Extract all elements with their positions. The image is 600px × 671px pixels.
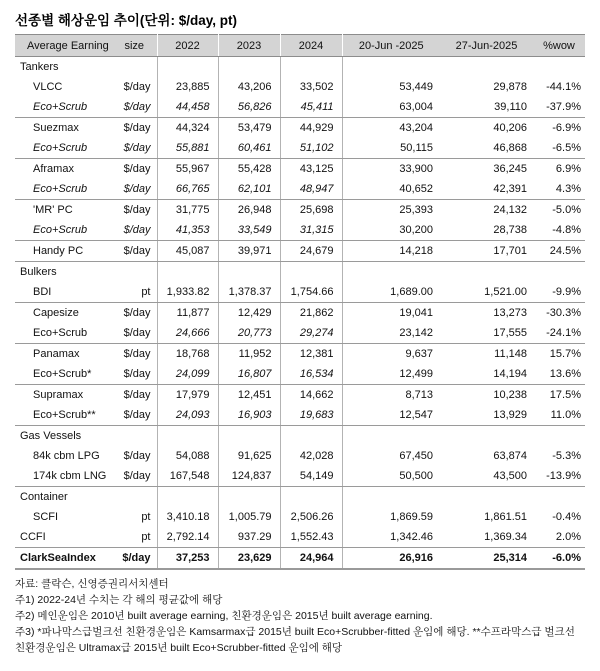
value-2024: 14,662 xyxy=(280,385,342,406)
value-27-jun-2025: 10,238 xyxy=(493,389,527,401)
header-row xyxy=(15,35,585,57)
value-2023: 20,773 xyxy=(218,323,280,344)
empty-cell xyxy=(533,57,585,78)
row-label: Eco+Scrub xyxy=(15,179,112,200)
section-label: Container xyxy=(20,491,68,503)
value-20-jun-2025: 43,204 xyxy=(399,122,433,134)
value-2024: 12,381 xyxy=(280,344,342,365)
value-2023: 937.29 xyxy=(218,527,280,548)
empty-cell xyxy=(533,426,585,447)
value-2022: 2,792.14 xyxy=(157,527,218,548)
value-2022: 3,410.18 xyxy=(157,507,218,527)
row-label: Eco+Scrub xyxy=(15,138,112,159)
value-2022: 24,093 xyxy=(157,405,218,426)
row-label: Eco+Scrub* xyxy=(15,364,112,385)
row-label: VLCC xyxy=(33,81,63,93)
header-2024: 2024 xyxy=(280,35,342,57)
value-2022: 44,324 xyxy=(157,118,218,139)
table-row xyxy=(15,527,585,548)
value-20-jun-2025: 26,916 xyxy=(342,548,440,570)
empty-cell xyxy=(157,426,218,447)
value-2022: 41,353 xyxy=(157,220,218,241)
value-2024: 24,964 xyxy=(280,548,342,570)
header-size: size xyxy=(112,35,157,57)
value-2024: 48,947 xyxy=(280,179,342,200)
value-20-jun-2025: 1,689.00 xyxy=(342,282,440,303)
value-20-jun-2025: 30,200 xyxy=(342,220,440,241)
header-20-jun-2025: 20-Jun -2025 xyxy=(342,35,440,57)
empty-cell xyxy=(157,262,218,283)
value-2022: 167,548 xyxy=(157,466,218,487)
empty-cell xyxy=(342,487,440,508)
table-row xyxy=(15,138,585,159)
value-27-jun-2025: 1,369.34 xyxy=(440,527,533,548)
value-2023: 124,837 xyxy=(218,466,280,487)
section-label: Tankers xyxy=(20,61,59,73)
row-label: Panamax xyxy=(33,348,80,360)
empty-cell xyxy=(280,487,342,508)
empty-cell xyxy=(218,57,280,78)
size-unit: $/day xyxy=(112,385,157,406)
size-unit: $/day xyxy=(112,446,157,466)
value-2023: 12,429 xyxy=(218,303,280,324)
value-2024: 45,411 xyxy=(280,97,342,118)
row-label: Suezmax xyxy=(33,122,79,134)
row-label: Eco+Scrub xyxy=(15,220,112,241)
header-2022: 2022 xyxy=(157,35,218,57)
row-label: 84k cbm LPG xyxy=(33,450,100,462)
empty-cell xyxy=(157,57,218,78)
value-wow: 4.3% xyxy=(533,179,585,200)
table-row xyxy=(15,303,585,324)
table-row xyxy=(15,179,585,200)
size-unit: $/day xyxy=(112,77,157,97)
value-2023: 1,378.37 xyxy=(218,282,280,303)
table-row xyxy=(15,97,585,118)
table-row xyxy=(15,77,585,97)
value-2024: 16,534 xyxy=(280,364,342,385)
value-2023: 16,807 xyxy=(218,364,280,385)
section-row xyxy=(15,262,585,283)
row-label: Capesize xyxy=(33,307,79,319)
table-row xyxy=(15,507,585,527)
value-27-jun-2025: 29,878 xyxy=(493,81,527,93)
size-unit: $/day xyxy=(112,118,157,139)
size-unit: $/day xyxy=(112,179,157,200)
value-20-jun-2025: 12,499 xyxy=(342,364,440,385)
value-2022: 23,885 xyxy=(157,77,218,97)
section-row xyxy=(15,426,585,447)
value-wow: -4.8% xyxy=(533,220,585,241)
row-label: BDI xyxy=(15,282,112,303)
empty-cell xyxy=(280,426,342,447)
value-wow: 2.0% xyxy=(533,527,585,548)
table-row xyxy=(15,466,585,487)
value-2022: 55,881 xyxy=(157,138,218,159)
row-label: Eco+Scrub xyxy=(15,97,112,118)
value-27-jun-2025: 11,148 xyxy=(494,348,527,360)
size-unit: $/day xyxy=(112,344,157,365)
value-wow: -9.9% xyxy=(533,282,585,303)
section-label: Bulkers xyxy=(20,266,57,278)
value-2022: 66,765 xyxy=(157,179,218,200)
empty-cell xyxy=(112,57,157,78)
header-2023: 2023 xyxy=(218,35,280,57)
value-20-jun-2025: 53,449 xyxy=(399,81,433,93)
row-label: Eco+Scrub xyxy=(15,323,112,344)
value-20-jun-2025: 67,450 xyxy=(399,450,433,462)
value-2022: 17,979 xyxy=(157,385,218,406)
value-wow: -6.0% xyxy=(533,548,585,570)
size-unit: $/day xyxy=(112,200,157,221)
value-2022: 31,775 xyxy=(157,200,218,221)
value-wow: -24.1% xyxy=(533,323,585,344)
empty-cell xyxy=(280,57,342,78)
value-2022: 45,087 xyxy=(157,241,218,262)
value-wow: -6.9% xyxy=(552,122,581,134)
table-row xyxy=(15,323,585,344)
footnote-3: 주3) *파나막스급벌크선 친환경운임은 Kamsarmax급 2015년 built Eco+Scrubber-fitted 운임에 해당. **수프라막스급 벌크선 친환경운임은 Ultramax급 2015년 built Eco+Scrubber-fitted 운임에 해당 xyxy=(15,626,575,654)
value-20-jun-2025: 23,142 xyxy=(342,323,440,344)
value-20-jun-2025: 1,869.59 xyxy=(390,511,433,523)
size-unit: $/day xyxy=(112,364,157,385)
value-27-jun-2025: 1,861.51 xyxy=(484,511,527,523)
value-2024: 25,698 xyxy=(280,200,342,221)
value-2023: 23,629 xyxy=(218,548,280,570)
size-unit: pt xyxy=(112,282,157,303)
value-20-jun-2025: 50,115 xyxy=(342,138,440,159)
value-27-jun-2025: 63,874 xyxy=(493,450,527,462)
value-2022: 1,933.82 xyxy=(157,282,218,303)
empty-cell xyxy=(280,262,342,283)
value-27-jun-2025: 13,929 xyxy=(440,405,533,426)
value-wow: -6.5% xyxy=(533,138,585,159)
value-2024: 21,862 xyxy=(280,303,342,324)
value-20-jun-2025: 40,652 xyxy=(342,179,440,200)
value-20-jun-2025: 33,900 xyxy=(399,163,433,175)
value-2024: 1,754.66 xyxy=(280,282,342,303)
empty-cell xyxy=(533,487,585,508)
value-wow: -5.3% xyxy=(552,450,581,462)
size-unit: $/day xyxy=(112,303,157,324)
value-2024: 42,028 xyxy=(280,446,342,466)
empty-cell xyxy=(112,426,157,447)
section-row xyxy=(15,487,585,508)
value-2023: 11,952 xyxy=(218,344,280,365)
size-unit: $/day xyxy=(112,405,157,426)
empty-cell xyxy=(112,262,157,283)
value-27-jun-2025: 39,110 xyxy=(440,97,533,118)
value-wow: 6.9% xyxy=(555,163,581,175)
empty-cell xyxy=(218,426,280,447)
table-row xyxy=(15,118,585,139)
empty-cell xyxy=(440,487,533,508)
empty-cell xyxy=(157,487,218,508)
empty-cell xyxy=(112,487,157,508)
size-unit: $/day xyxy=(112,138,157,159)
value-27-jun-2025: 43,500 xyxy=(440,466,533,487)
size-unit: $/day xyxy=(112,220,157,241)
value-20-jun-2025: 19,041 xyxy=(399,307,433,319)
value-wow: -13.9% xyxy=(533,466,585,487)
value-2024: 2,506.26 xyxy=(280,507,342,527)
freight-rate-table xyxy=(15,34,585,570)
empty-cell xyxy=(342,262,440,283)
value-2023: 26,948 xyxy=(218,200,280,221)
value-27-jun-2025: 36,245 xyxy=(493,163,527,175)
table-row xyxy=(15,364,585,385)
value-2024: 51,102 xyxy=(280,138,342,159)
value-wow: -5.0% xyxy=(552,204,581,216)
empty-cell xyxy=(440,426,533,447)
table-row xyxy=(15,548,585,570)
empty-cell xyxy=(440,57,533,78)
table-row xyxy=(15,200,585,221)
value-27-jun-2025: 28,738 xyxy=(440,220,533,241)
table-body xyxy=(15,57,585,570)
value-2022: 54,088 xyxy=(157,446,218,466)
value-2024: 1,552.43 xyxy=(280,527,342,548)
empty-cell xyxy=(342,426,440,447)
value-27-jun-2025: 46,868 xyxy=(440,138,533,159)
table-row xyxy=(15,446,585,466)
table-row xyxy=(15,282,585,303)
row-label: ClarkSeaIndex xyxy=(15,548,112,570)
empty-cell xyxy=(342,57,440,78)
table-row xyxy=(15,405,585,426)
value-2022: 24,099 xyxy=(157,364,218,385)
value-27-jun-2025: 25,314 xyxy=(440,548,533,570)
value-wow: 24.5% xyxy=(533,241,585,262)
value-20-jun-2025: 25,393 xyxy=(399,204,433,216)
value-2023: 1,005.79 xyxy=(218,507,280,527)
value-2023: 12,451 xyxy=(218,385,280,406)
value-2024: 33,502 xyxy=(280,77,342,97)
row-label: Supramax xyxy=(33,389,84,401)
value-2023: 43,206 xyxy=(218,77,280,97)
row-label: Handy PC xyxy=(15,241,112,262)
header-27-jun-2025: 27-Jun-2025 xyxy=(440,35,533,57)
table-header xyxy=(15,35,585,57)
value-27-jun-2025: 40,206 xyxy=(493,122,527,134)
value-wow: 13.6% xyxy=(533,364,585,385)
size-unit: $/day xyxy=(112,241,157,262)
value-20-jun-2025: 8,713 xyxy=(405,389,433,401)
value-2022: 37,253 xyxy=(157,548,218,570)
value-2022: 44,458 xyxy=(157,97,218,118)
value-wow: -30.3% xyxy=(546,307,581,319)
value-wow: -0.4% xyxy=(552,511,581,523)
footnote-1: 주1) 2022-24년 수치는 각 해의 평균값에 해당 xyxy=(15,594,223,606)
footnote-source: 자료: 클락슨, 신영증권리서치센터 xyxy=(15,578,169,590)
empty-cell xyxy=(218,487,280,508)
table-row xyxy=(15,241,585,262)
row-label: SCFI xyxy=(33,511,59,523)
table-row xyxy=(15,344,585,365)
value-27-jun-2025: 17,555 xyxy=(440,323,533,344)
value-20-jun-2025: 1,342.46 xyxy=(342,527,440,548)
header-average-earning: Average Earning xyxy=(15,35,112,57)
value-2023: 56,826 xyxy=(218,97,280,118)
value-wow: 11.0% xyxy=(533,405,585,426)
value-2024: 54,149 xyxy=(280,466,342,487)
value-20-jun-2025: 9,637 xyxy=(405,348,433,360)
footnotes xyxy=(15,576,585,656)
value-20-jun-2025: 12,547 xyxy=(342,405,440,426)
footnote-2: 주2) 메인운임은 2010년 built average earning, 친환경운임은 2015년 built average earning. xyxy=(15,610,433,622)
size-unit: $/day xyxy=(112,97,157,118)
table-row xyxy=(15,385,585,406)
row-label: 174k cbm LNG xyxy=(15,466,112,487)
value-2022: 55,967 xyxy=(157,159,218,180)
value-2023: 33,549 xyxy=(218,220,280,241)
value-27-jun-2025: 17,701 xyxy=(440,241,533,262)
empty-cell xyxy=(440,262,533,283)
size-unit: pt xyxy=(112,527,157,548)
value-2023: 60,461 xyxy=(218,138,280,159)
value-2023: 39,971 xyxy=(218,241,280,262)
value-27-jun-2025: 14,194 xyxy=(440,364,533,385)
row-label: Eco+Scrub** xyxy=(15,405,112,426)
value-20-jun-2025: 50,500 xyxy=(342,466,440,487)
value-2024: 29,274 xyxy=(280,323,342,344)
value-wow: -44.1% xyxy=(546,81,581,93)
value-20-jun-2025: 63,004 xyxy=(342,97,440,118)
value-27-jun-2025: 24,132 xyxy=(493,204,527,216)
size-unit: $/day xyxy=(112,323,157,344)
section-label: Gas Vessels xyxy=(20,430,82,442)
size-unit: $/day xyxy=(112,159,157,180)
value-2022: 24,666 xyxy=(157,323,218,344)
value-2023: 16,903 xyxy=(218,405,280,426)
value-wow: 15.7% xyxy=(549,348,581,360)
value-27-jun-2025: 1,521.00 xyxy=(440,282,533,303)
row-label: Aframax xyxy=(33,163,74,175)
section-row xyxy=(15,57,585,78)
value-2023: 91,625 xyxy=(218,446,280,466)
value-2024: 43,125 xyxy=(280,159,342,180)
value-wow: -37.9% xyxy=(533,97,585,118)
value-2023: 53,479 xyxy=(218,118,280,139)
page-title: 선종별 해상운임 추이(단위: $/day, pt) xyxy=(15,13,237,28)
value-2022: 18,768 xyxy=(157,344,218,365)
table-row xyxy=(15,220,585,241)
value-wow: 17.5% xyxy=(549,389,581,401)
value-2022: 11,877 xyxy=(157,303,218,324)
size-unit: $/day xyxy=(112,548,157,570)
row-label: CCFI xyxy=(15,527,112,548)
value-2023: 62,101 xyxy=(218,179,280,200)
value-2024: 31,315 xyxy=(280,220,342,241)
table-row xyxy=(15,159,585,180)
value-27-jun-2025: 42,391 xyxy=(440,179,533,200)
value-2023: 55,428 xyxy=(218,159,280,180)
header-wow: %wow xyxy=(533,35,585,57)
value-27-jun-2025: 13,273 xyxy=(493,307,527,319)
value-2024: 19,683 xyxy=(280,405,342,426)
value-2024: 24,679 xyxy=(280,241,342,262)
empty-cell xyxy=(533,262,585,283)
value-2024: 44,929 xyxy=(280,118,342,139)
row-label: 'MR' PC xyxy=(33,204,73,216)
size-unit: pt xyxy=(112,507,157,527)
size-unit: $/day xyxy=(112,466,157,487)
empty-cell xyxy=(218,262,280,283)
value-20-jun-2025: 14,218 xyxy=(342,241,440,262)
